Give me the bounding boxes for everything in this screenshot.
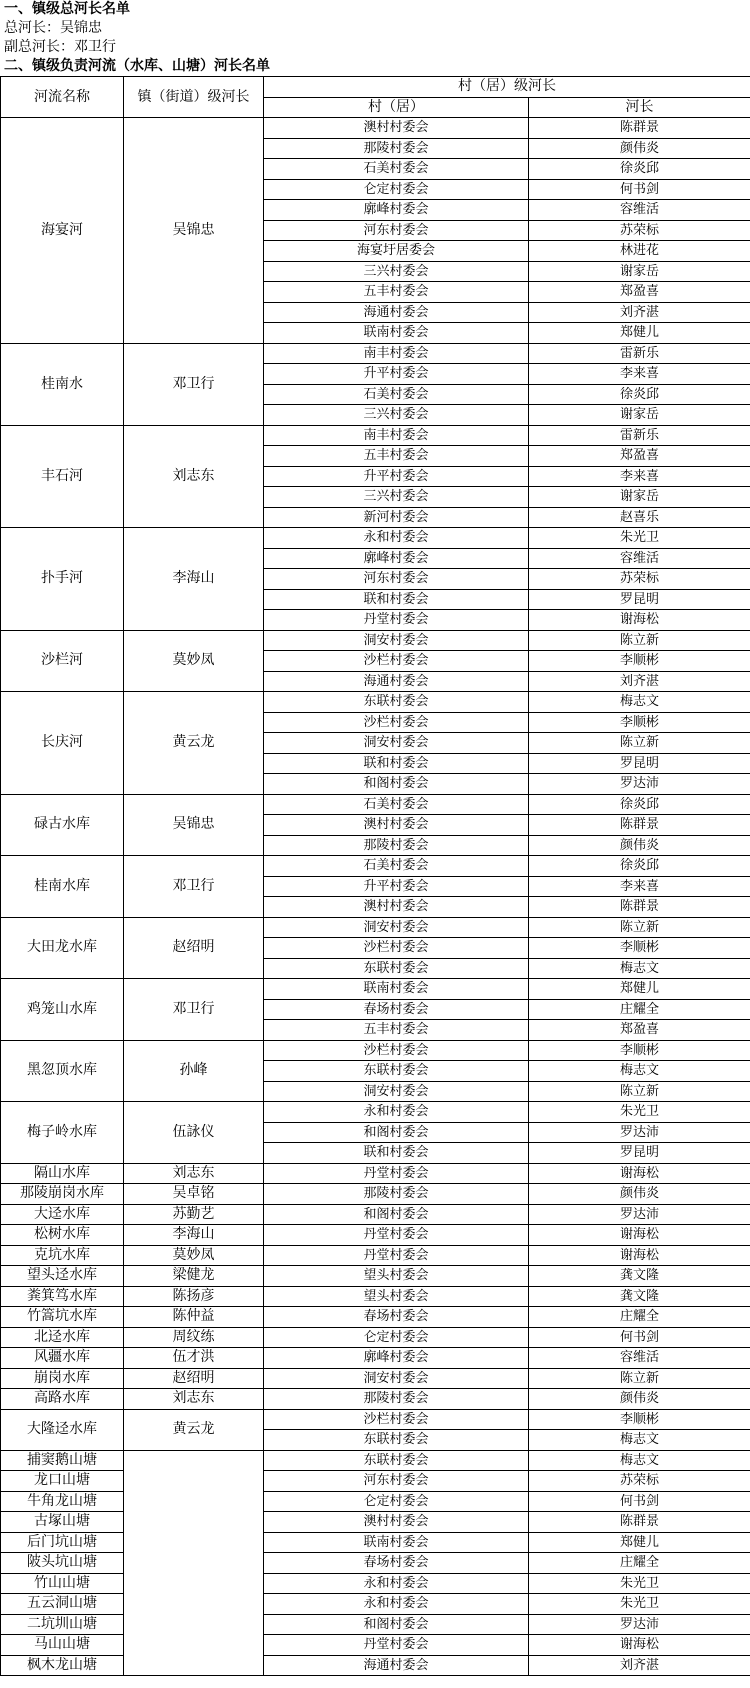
village-chief-cell: 徐炎邱 <box>529 856 750 877</box>
village-cell: 春场村委会 <box>264 999 529 1020</box>
village-chief-cell: 罗达沛 <box>529 1614 750 1635</box>
deputy-line: 副总河长：邓卫行 <box>4 39 116 55</box>
river-name-cell: 马山山塘 <box>1 1635 124 1656</box>
village-cell: 澳村村委会 <box>264 1512 529 1533</box>
village-chief-cell: 徐炎邱 <box>529 159 750 180</box>
village-chief-cell: 陈群景 <box>529 897 750 918</box>
village-cell: 联南村委会 <box>264 979 529 1000</box>
town-chief-cell: 伍才洪 <box>124 1348 264 1369</box>
village-cell: 丹堂村委会 <box>264 1635 529 1656</box>
village-cell: 永和村委会 <box>264 528 529 549</box>
village-cell: 那陵村委会 <box>264 835 529 856</box>
village-cell: 五丰村委会 <box>264 446 529 467</box>
village-chief-cell: 李顺彬 <box>529 712 750 733</box>
village-chief-cell: 谢家岳 <box>529 261 750 282</box>
header-river-name: 河流名称 <box>1 77 124 118</box>
village-chief-cell: 朱光卫 <box>529 1594 750 1615</box>
village-chief-cell: 谢海松 <box>529 1163 750 1184</box>
village-cell: 河东村委会 <box>264 569 529 590</box>
village-chief-cell: 颜伟炎 <box>529 1389 750 1410</box>
table-row <box>1 1286 750 1307</box>
village-chief-cell: 陈立新 <box>529 1081 750 1102</box>
village-cell: 海通村委会 <box>264 1655 529 1676</box>
table-row <box>1 1553 750 1574</box>
village-cell: 那陵村委会 <box>264 138 529 159</box>
river-name-cell: 粪箕笃水库 <box>1 1286 124 1307</box>
table-row <box>1 856 750 877</box>
table-row <box>1 979 750 1000</box>
table-row <box>1 1635 750 1656</box>
table-row <box>1 1368 750 1389</box>
village-cell: 沙栏村委会 <box>264 1409 529 1430</box>
village-chief-cell: 罗昆明 <box>529 589 750 610</box>
town-chief-cell: 刘志东 <box>124 425 264 528</box>
village-cell: 洞安村委会 <box>264 1368 529 1389</box>
table-row <box>1 1225 750 1246</box>
village-cell: 春场村委会 <box>264 1307 529 1328</box>
chief-line: 总河长：吴锦忠 <box>4 20 102 36</box>
village-chief-cell: 谢海松 <box>529 1245 750 1266</box>
village-chief-cell: 苏荣标 <box>529 220 750 241</box>
village-chief-cell: 梅志文 <box>529 1061 750 1082</box>
table-body <box>1 118 750 1676</box>
village-cell: 三兴村委会 <box>264 261 529 282</box>
river-name-cell: 隔山水库 <box>1 1163 124 1184</box>
village-cell: 南丰村委会 <box>264 425 529 446</box>
header-chief: 河长 <box>529 97 750 118</box>
village-cell: 洞安村委会 <box>264 733 529 754</box>
table-row <box>1 1307 750 1328</box>
village-chief-cell: 陈群景 <box>529 1512 750 1533</box>
river-name-cell: 黑忽顶水库 <box>1 1040 124 1102</box>
village-chief-cell: 李来喜 <box>529 466 750 487</box>
village-chief-cell: 李来喜 <box>529 364 750 385</box>
village-chief-cell: 郑盈喜 <box>529 446 750 467</box>
village-chief-cell: 陈立新 <box>529 630 750 651</box>
river-name-cell: 桂南水库 <box>1 856 124 918</box>
village-chief-cell: 赵喜乐 <box>529 507 750 528</box>
village-chief-cell: 何书剑 <box>529 1327 750 1348</box>
village-chief-cell: 庄耀全 <box>529 999 750 1020</box>
village-chief-cell: 庄耀全 <box>529 1307 750 1328</box>
village-cell: 东联村委会 <box>264 1061 529 1082</box>
village-cell: 和阁村委会 <box>264 1614 529 1635</box>
village-chief-cell: 梅志文 <box>529 1450 750 1471</box>
village-cell: 丹堂村委会 <box>264 1245 529 1266</box>
village-cell: 仑定村委会 <box>264 1327 529 1348</box>
village-cell: 和阁村委会 <box>264 774 529 795</box>
village-cell: 澳村村委会 <box>264 897 529 918</box>
river-name-cell: 鸡笼山水库 <box>1 979 124 1041</box>
river-name-cell: 二坑圳山塘 <box>1 1614 124 1635</box>
village-cell: 永和村委会 <box>264 1102 529 1123</box>
village-cell: 望头村委会 <box>264 1286 529 1307</box>
river-name-cell: 沙栏河 <box>1 630 124 692</box>
village-cell: 澳村村委会 <box>264 118 529 139</box>
village-chief-cell: 颜伟炎 <box>529 1184 750 1205</box>
village-cell: 东联村委会 <box>264 692 529 713</box>
village-cell: 升平村委会 <box>264 364 529 385</box>
village-chief-cell: 陈群景 <box>529 118 750 139</box>
town-chief-cell: 邓卫行 <box>124 979 264 1041</box>
river-name-cell: 五云洞山塘 <box>1 1594 124 1615</box>
town-chief-cell: 赵绍明 <box>124 1368 264 1389</box>
village-cell: 新河村委会 <box>264 507 529 528</box>
river-name-cell: 陂头坑山塘 <box>1 1553 124 1574</box>
village-chief-cell: 苏荣标 <box>529 569 750 590</box>
town-chief-cell: 莫妙凤 <box>124 1245 264 1266</box>
river-name-cell: 松树水库 <box>1 1225 124 1246</box>
village-cell: 洞安村委会 <box>264 917 529 938</box>
table-row <box>1 692 750 713</box>
river-name-cell: 北迳水库 <box>1 1327 124 1348</box>
village-cell: 丹堂村委会 <box>264 1225 529 1246</box>
town-chief-cell: 陈扬彦 <box>124 1286 264 1307</box>
table-row <box>1 1471 750 1492</box>
village-chief-cell: 罗昆明 <box>529 1143 750 1164</box>
river-name-cell: 大隆迳水库 <box>1 1409 124 1450</box>
village-chief-cell: 容维活 <box>529 548 750 569</box>
river-name-cell: 高路水库 <box>1 1389 124 1410</box>
village-chief-cell: 刘齐湛 <box>529 302 750 323</box>
village-chief-cell: 罗昆明 <box>529 753 750 774</box>
village-chief-cell: 陈群景 <box>529 815 750 836</box>
village-chief-cell: 庄耀全 <box>529 1553 750 1574</box>
town-chief-cell: 刘志东 <box>124 1389 264 1410</box>
village-cell: 洞安村委会 <box>264 630 529 651</box>
village-cell: 石美村委会 <box>264 794 529 815</box>
village-chief-cell: 陈立新 <box>529 1368 750 1389</box>
village-chief-cell: 颜伟炎 <box>529 835 750 856</box>
village-chief-cell: 朱光卫 <box>529 528 750 549</box>
table-row <box>1 118 750 139</box>
river-name-cell: 龙口山塘 <box>1 1471 124 1492</box>
village-cell: 廓峰村委会 <box>264 1348 529 1369</box>
town-chief-cell: 周纹练 <box>124 1327 264 1348</box>
town-chief-cell: 梁健龙 <box>124 1266 264 1287</box>
village-cell: 那陵村委会 <box>264 1389 529 1410</box>
village-chief-cell: 容维活 <box>529 1348 750 1369</box>
village-cell: 春场村委会 <box>264 1553 529 1574</box>
river-name-cell: 竹山山塘 <box>1 1573 124 1594</box>
table-row <box>1 1348 750 1369</box>
section2-title: 二、镇级负责河流（水库、山塘）河长名单 <box>4 58 270 74</box>
river-name-cell: 后门坑山塘 <box>1 1532 124 1553</box>
village-cell: 东联村委会 <box>264 1430 529 1451</box>
river-name-cell: 克坑水库 <box>1 1245 124 1266</box>
table-row <box>1 1532 750 1553</box>
village-chief-cell: 谢家岳 <box>529 405 750 426</box>
village-chief-cell: 徐炎邱 <box>529 384 750 405</box>
village-chief-cell: 梅志文 <box>529 1430 750 1451</box>
table-row <box>1 630 750 651</box>
village-cell: 海通村委会 <box>264 671 529 692</box>
town-chief-cell: 莫妙凤 <box>124 630 264 692</box>
town-chief-cell: 苏勤艺 <box>124 1204 264 1225</box>
town-chief-cell: 赵绍明 <box>124 917 264 979</box>
town-chief-cell: 伍詠仪 <box>124 1102 264 1164</box>
town-chief-cell: 吴锦忠 <box>124 118 264 344</box>
table-row <box>1 1327 750 1348</box>
village-chief-cell: 郑盈喜 <box>529 1020 750 1041</box>
village-chief-cell: 李来喜 <box>529 876 750 897</box>
river-name-cell: 崩岗水库 <box>1 1368 124 1389</box>
town-chief-cell: 邓卫行 <box>124 856 264 918</box>
river-name-cell: 桂南水 <box>1 343 124 425</box>
river-name-cell: 碌古水库 <box>1 794 124 856</box>
header-town-chief: 镇（街道）级河长 <box>124 77 264 118</box>
village-cell: 沙栏村委会 <box>264 938 529 959</box>
section1-title: 一、镇级总河长名单 <box>4 1 130 17</box>
village-cell: 石美村委会 <box>264 159 529 180</box>
village-cell: 东联村委会 <box>264 1450 529 1471</box>
town-chief-cell-empty <box>124 1450 264 1676</box>
village-cell: 海通村委会 <box>264 302 529 323</box>
village-chief-cell: 李顺彬 <box>529 1040 750 1061</box>
header-village: 村（居） <box>264 97 529 118</box>
village-cell: 望头村委会 <box>264 1266 529 1287</box>
town-chief-cell: 吴锦忠 <box>124 794 264 856</box>
table-row <box>1 1573 750 1594</box>
village-chief-cell: 林进花 <box>529 241 750 262</box>
village-cell: 和阁村委会 <box>264 1204 529 1225</box>
village-chief-cell: 刘齐湛 <box>529 1655 750 1676</box>
village-cell: 那陵村委会 <box>264 1184 529 1205</box>
village-chief-cell: 徐炎邱 <box>529 794 750 815</box>
river-name-cell: 风疆水库 <box>1 1348 124 1369</box>
table-header-row <box>1 77 750 98</box>
village-chief-cell: 何书剑 <box>529 1491 750 1512</box>
river-name-cell: 竹篙坑水库 <box>1 1307 124 1328</box>
table-row <box>1 1614 750 1635</box>
village-cell: 廓峰村委会 <box>264 548 529 569</box>
village-chief-cell: 李顺彬 <box>529 1409 750 1430</box>
village-chief-cell: 陈立新 <box>529 733 750 754</box>
village-chief-cell: 梅志文 <box>529 958 750 979</box>
village-cell: 沙栏村委会 <box>264 651 529 672</box>
village-chief-cell: 郑盈喜 <box>529 282 750 303</box>
village-chief-cell: 陈立新 <box>529 917 750 938</box>
table-row <box>1 1204 750 1225</box>
river-name-cell: 梅子岭水库 <box>1 1102 124 1164</box>
town-chief-cell: 黄云龙 <box>124 1409 264 1450</box>
village-cell: 石美村委会 <box>264 856 529 877</box>
table-row <box>1 1512 750 1533</box>
village-cell: 沙栏村委会 <box>264 1040 529 1061</box>
river-name-cell: 海宴河 <box>1 118 124 344</box>
river-chief-table <box>0 76 750 1676</box>
river-name-cell: 牛角龙山塘 <box>1 1491 124 1512</box>
village-chief-cell: 龚文隆 <box>529 1286 750 1307</box>
town-chief-cell: 李海山 <box>124 1225 264 1246</box>
village-chief-cell: 李顺彬 <box>529 651 750 672</box>
village-chief-cell: 郑健儿 <box>529 979 750 1000</box>
river-name-cell: 那陵崩岗水库 <box>1 1184 124 1205</box>
village-chief-cell: 何书剑 <box>529 179 750 200</box>
village-cell: 丹堂村委会 <box>264 610 529 631</box>
table-row <box>1 794 750 815</box>
village-chief-cell: 谢家岳 <box>529 487 750 508</box>
town-chief-cell: 刘志东 <box>124 1163 264 1184</box>
table-row <box>1 1389 750 1410</box>
village-chief-cell: 梅志文 <box>529 692 750 713</box>
village-cell: 联南村委会 <box>264 323 529 344</box>
village-cell: 三兴村委会 <box>264 405 529 426</box>
village-chief-cell: 雷新乐 <box>529 343 750 364</box>
village-cell: 仑定村委会 <box>264 1491 529 1512</box>
table-row <box>1 917 750 938</box>
village-cell: 澳村村委会 <box>264 815 529 836</box>
river-name-cell: 大田龙水库 <box>1 917 124 979</box>
table-row <box>1 425 750 446</box>
table-row <box>1 1655 750 1676</box>
header-village-chief-group: 村（居）级河长 <box>264 77 750 98</box>
village-cell: 联南村委会 <box>264 1532 529 1553</box>
village-chief-cell: 朱光卫 <box>529 1573 750 1594</box>
town-chief-cell: 吴卓铭 <box>124 1184 264 1205</box>
village-cell: 升平村委会 <box>264 466 529 487</box>
table-row <box>1 1594 750 1615</box>
village-cell: 永和村委会 <box>264 1594 529 1615</box>
village-chief-cell: 龚文隆 <box>529 1266 750 1287</box>
table-row <box>1 1040 750 1061</box>
village-chief-cell: 罗达沛 <box>529 1122 750 1143</box>
table-row <box>1 1450 750 1471</box>
river-name-cell: 捕窦鹅山塘 <box>1 1450 124 1471</box>
village-cell: 河东村委会 <box>264 220 529 241</box>
river-name-cell: 长庆河 <box>1 692 124 795</box>
village-cell: 沙栏村委会 <box>264 712 529 733</box>
table-row <box>1 1409 750 1430</box>
table-row <box>1 1491 750 1512</box>
village-chief-cell: 刘齐湛 <box>529 671 750 692</box>
table-row <box>1 528 750 549</box>
village-cell: 五丰村委会 <box>264 282 529 303</box>
village-chief-cell: 谢海松 <box>529 1225 750 1246</box>
village-chief-cell: 谢海松 <box>529 1635 750 1656</box>
village-cell: 联和村委会 <box>264 589 529 610</box>
village-chief-cell: 罗达沛 <box>529 774 750 795</box>
village-cell: 联和村委会 <box>264 753 529 774</box>
village-cell: 永和村委会 <box>264 1573 529 1594</box>
village-cell: 廓峰村委会 <box>264 200 529 221</box>
town-chief-cell: 邓卫行 <box>124 343 264 425</box>
river-name-cell: 古塚山塘 <box>1 1512 124 1533</box>
village-cell: 升平村委会 <box>264 876 529 897</box>
table-row <box>1 1163 750 1184</box>
river-name-cell: 枫木龙山塘 <box>1 1655 124 1676</box>
table-row <box>1 343 750 364</box>
table-row <box>1 1266 750 1287</box>
village-chief-cell: 朱光卫 <box>529 1102 750 1123</box>
village-cell: 丹堂村委会 <box>264 1163 529 1184</box>
table-row <box>1 1184 750 1205</box>
village-cell: 五丰村委会 <box>264 1020 529 1041</box>
village-chief-cell: 郑健儿 <box>529 1532 750 1553</box>
village-cell: 河东村委会 <box>264 1471 529 1492</box>
village-cell: 联和村委会 <box>264 1143 529 1164</box>
village-cell: 仑定村委会 <box>264 179 529 200</box>
village-chief-cell: 容维活 <box>529 200 750 221</box>
river-name-cell: 望头迳水库 <box>1 1266 124 1287</box>
village-chief-cell: 苏荣标 <box>529 1471 750 1492</box>
village-chief-cell: 雷新乐 <box>529 425 750 446</box>
village-chief-cell: 郑健儿 <box>529 323 750 344</box>
village-chief-cell: 颜伟炎 <box>529 138 750 159</box>
town-chief-cell: 孙峰 <box>124 1040 264 1102</box>
town-chief-cell: 陈仲益 <box>124 1307 264 1328</box>
village-cell: 洞安村委会 <box>264 1081 529 1102</box>
village-chief-cell: 罗达沛 <box>529 1204 750 1225</box>
table-row <box>1 1245 750 1266</box>
table-row <box>1 1102 750 1123</box>
village-cell: 和阁村委会 <box>264 1122 529 1143</box>
town-chief-cell: 黄云龙 <box>124 692 264 795</box>
village-cell: 东联村委会 <box>264 958 529 979</box>
river-name-cell: 大迳水库 <box>1 1204 124 1225</box>
village-chief-cell: 谢海松 <box>529 610 750 631</box>
town-chief-cell: 李海山 <box>124 528 264 631</box>
village-cell: 南丰村委会 <box>264 343 529 364</box>
village-cell: 三兴村委会 <box>264 487 529 508</box>
village-cell: 石美村委会 <box>264 384 529 405</box>
river-name-cell: 扑手河 <box>1 528 124 631</box>
village-chief-cell: 李顺彬 <box>529 938 750 959</box>
village-cell: 海宴圩居委会 <box>264 241 529 262</box>
river-name-cell: 丰石河 <box>1 425 124 528</box>
